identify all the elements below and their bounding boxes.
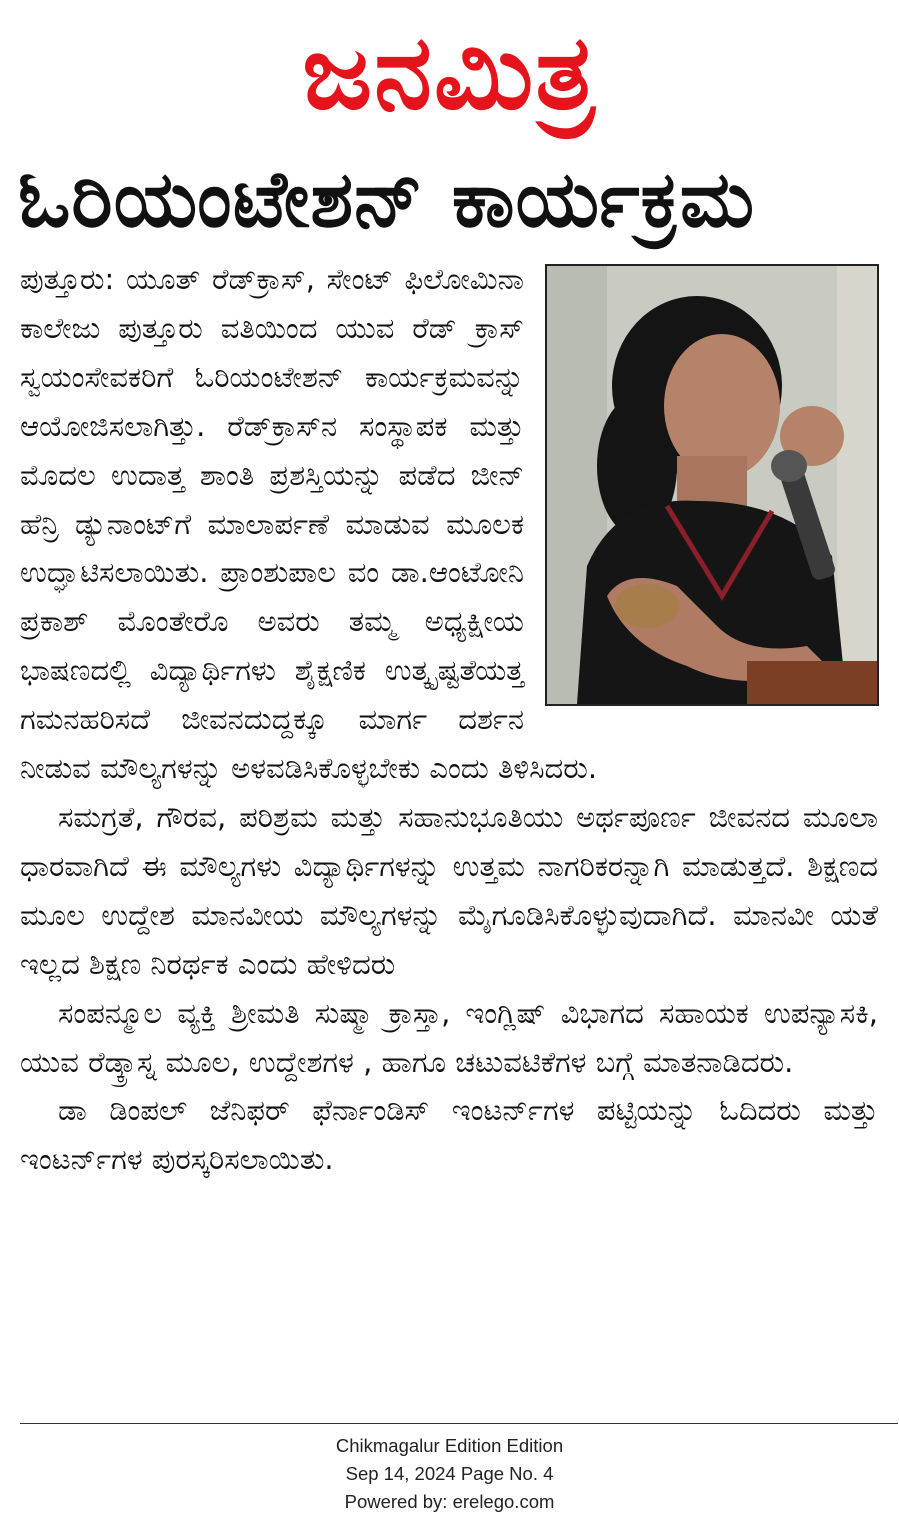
masthead-title: ಜನಮಿತ್ರ <box>302 11 597 133</box>
headline: ಓರಿಯಂಟೇಶನ್ ಕಾರ್ಯಕ್ರಮ <box>18 155 756 245</box>
article-paragraph: ಸಮಗ್ರತೆ, ಗೌರವ, ಪರಿಶ್ರಮ ಮತ್ತು ಸಹಾನುಭೂತಿಯು ಅರ್ಥಪೂರ್ಣ ಜೀವನದ ಮೂಲಾ ಧಾರವಾಗಿದೆ ಈ ಮೌಲ್ಯಗಳು ವಿದ್ಯಾರ್ಥಿಗಳನ್ನು ಉತ್ತಮ ನಾಗರಿಕರನ್ನಾಗಿ ಮಾಡುತ್ತದೆ. ಶಿಕ್ಷಣದ ಮೂಲ ಉದ್ದೇಶ ಮಾನವೀಯ ಮೌಲ್ಯಗಳನ್ನು ಮೈಗೂಡಿಸಿಕೊಳ್ಳುವುದಾಗಿದೆ. ಮಾನವೀ ಯತೆ ಇಲ್ಲದ ಶಿಕ್ಷಣ ನಿರರ್ಥಕ ಎಂದು ಹೇಳಿದರು <box>20 799 878 981</box>
footer <box>0 1432 899 1516</box>
article-paragraph: ಸಂಪನ್ಮೂಲ ವ್ಯಕ್ತಿ ಶ್ರೀಮತಿ ಸುಷ್ಮಾ ಕ್ರಾಸ್ತಾ, ಇಂಗ್ಲಿಷ್ ವಿಭಾಗದ ಸಹಾಯಕ ಉಪನ್ಯಾಸಕಿ, ಯುವ ರೆಡ್ಕ್ರಾಸ್ನ ಮೂಲ, ಉದ್ದೇಶಗಳ , ಹಾಗೂ ಚಟುವಟಿಕೆಗಳ ಬಗ್ಗೆ ಮಾತನಾಡಿದರು. <box>20 995 878 1079</box>
article-paragraph: ಡಾ ಡಿಂಪಲ್ ಜೆನಿಫರ್ ಫೆರ್ನಾಂಡಿಸ್ ಇಂಟರ್ನ್‌ಗಳ ಪಟ್ಟಿಯನ್ನು ಓದಿದರು ಮತ್ತು ಇಂಟರ್ನ್‌ಗಳ ಪುರಸ್ಕರಿಸಲಾಯಿತು. <box>20 1093 878 1177</box>
footer-date-page: Sep 14, 2024 Page No. 4 <box>345 1463 554 1484</box>
footer-edition: Chikmagalur Edition Edition <box>335 1435 564 1456</box>
masthead <box>0 0 899 150</box>
article-body <box>20 255 878 1184</box>
footer-powered-by: Powered by: erelego.com <box>344 1491 555 1512</box>
footer-divider <box>20 1423 898 1424</box>
article-paragraph: ಪುತ್ತೂರು: ಯೂತ್ ರೆಡ್‌ಕ್ರಾಸ್, ಸೇಂಟ್ ಫಿಲೋಮಿನಾ ಕಾಲೇಜು ಪುತ್ತೂರು ವತಿಯಿಂದ ಯುವ ರೆಡ್ ಕ್ರಾಸ್ ಸ್ವಯಂಸೇವಕರಿಗೆ ಓರಿಯಂಟೇಶನ್ ಕಾರ್ಯಕ್ರಮವನ್ನು ಆಯೋಜಿಸಲಾಗಿತ್ತು. ರೆಡ್‌ಕ್ರಾಸ್‌ನ ಸಂಸ್ಥಾಪಕ ಮತ್ತು ಮೊದಲ ಉದಾತ್ತ ಶಾಂತಿ ಪ್ರಶಸ್ತಿಯನ್ನು ಪಡೆದ ಜೀನ್ ಹೆನ್ರಿ ಡ್ಯುನಾಂಟ್‌ಗೆ ಮಾಲಾರ್ಪಣೆ ಮಾಡುವ ಮೂಲಕ ಉದ್ಘಾಟಿಸಲಾಯಿತು. ಪ್ರಾಂಶುಪಾಲ ವಂ ಡಾ.ಆಂಟೋನಿ ಪ್ರಕಾಶ್ ಮೊಂತೇರೊ ಅವರು ತಮ್ಮ ಅಧ್ಯಕ್ಷೀಯ ಭಾಷಣದಲ್ಲಿ ವಿದ್ಯಾರ್ಥಿಗಳು ಶೈಕ್ಷಣಿಕ ಉತ್ಕೃಷ್ಟತೆಯತ್ತ ಗಮನಹರಿಸದೆ ಜೀವನದುದ್ದಕ್ಕೂ ಮಾರ್ಗ ದರ್ಶನ ನೀಡುವ ಮೌಲ್ಯಗಳನ್ನು ಅಳವಡಿಸಿಕೊಳ್ಳಬೇಕು ಎಂದು ತಿಳಿಸಿದರು. <box>20 262 598 786</box>
photo-float-spacer <box>524 255 878 717</box>
